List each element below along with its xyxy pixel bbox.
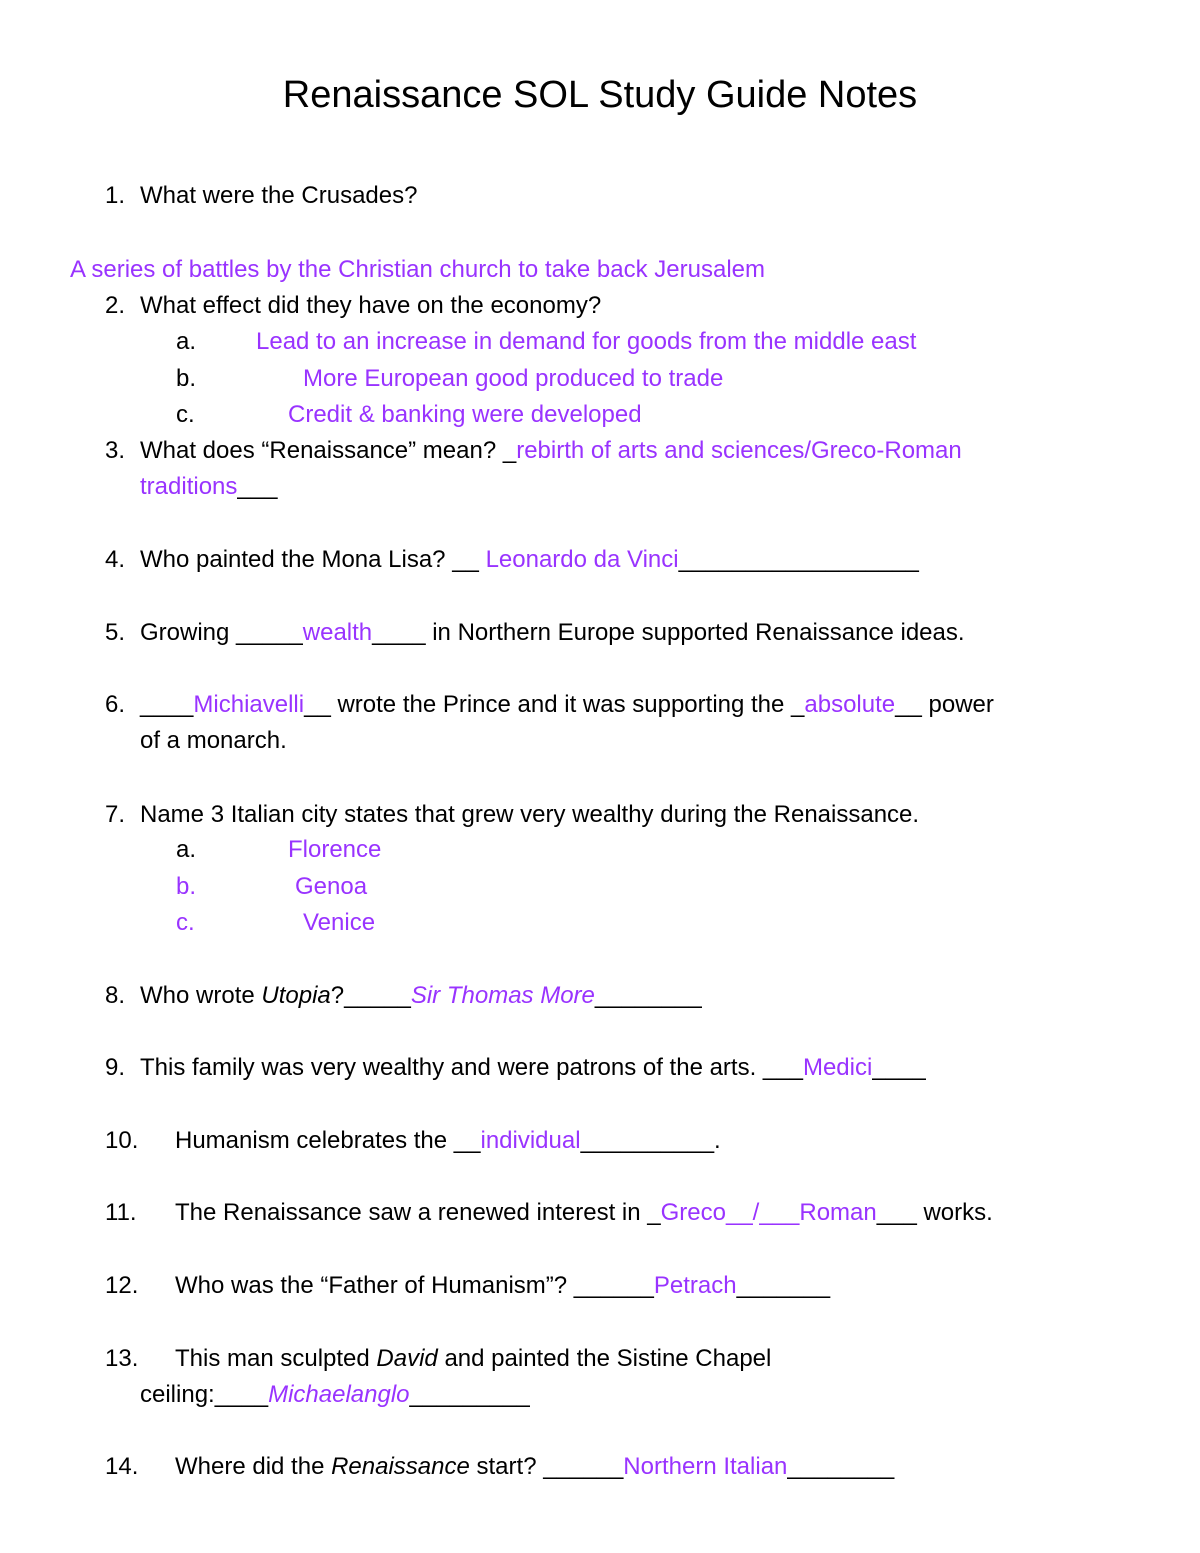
question-text-tail: __ power [895,691,994,718]
question-8 [105,981,702,1011]
question-text: What does “Renaissance” mean? _ [140,437,517,464]
blank: _________ [409,1381,530,1408]
question-number: 8. [105,982,126,1009]
blank: ___ [237,473,278,500]
question-number: 14. [105,1453,139,1480]
term: Renaissance [331,1453,470,1480]
item-answer: Florence [288,836,382,863]
blank: ________ [787,1453,895,1480]
answer-4: Leonardo da Vinci [485,546,679,573]
question-text: Who painted the Mona Lisa? __ [140,546,486,573]
item-letter: a. [176,328,197,355]
answer-3: rebirth of arts and sciences/Greco-Roman [516,437,962,464]
answer-1: A series of battles by the Christian church to take back Jerusalem [70,256,766,283]
question-number: 11. [105,1199,137,1226]
question-number: 4. [105,546,126,573]
item-answer: More European good produced to trade [303,365,724,392]
blank: ?_____ [330,982,411,1009]
blank: ________ [594,982,702,1009]
blank: __________________ [678,546,919,573]
question-6 [105,690,994,720]
answer-11a: Greco [660,1199,726,1226]
question-number: 6. [105,691,126,718]
question-text: Where did the [175,1453,332,1480]
question-text: Who was the “Father of Humanism”? ______ [175,1272,654,1299]
item-letter: b. [176,365,197,392]
question-number: 12. [105,1272,139,1299]
question-text: What effect did they have on the economy? [140,292,602,319]
item-letter: b. [176,873,197,900]
answer-2c [176,400,642,430]
question-text: Name 3 Italian city states that grew very wealthy during the Renaissance. [140,801,920,828]
question-10 [105,1126,721,1156]
answer-6a: Michiavelli [193,691,305,718]
question-7 [105,800,919,830]
item-answer: Credit & banking were developed [288,401,642,428]
question-4 [105,545,919,575]
question-3-continued [140,472,277,502]
question-text: Growing _____ [140,619,303,646]
question-13-continued [140,1380,530,1410]
question-number: 5. [105,619,126,646]
question-13 [105,1344,771,1374]
question-12 [105,1271,830,1301]
question-11 [105,1198,993,1228]
question-1 [105,181,417,211]
answer-2a [176,327,916,357]
question-number: 2. [105,292,126,319]
question-number: 7. [105,801,126,828]
answer-7c [176,908,375,938]
answer-11b: Roman [799,1199,877,1226]
blank: ____ [140,691,194,718]
question-number: 10. [105,1127,139,1154]
question-text: This man sculpted [175,1345,377,1372]
blank: __________. [580,1127,721,1154]
artwork-title: David [376,1345,438,1372]
question-6-continued: of a monarch. [140,727,287,754]
item-answer: Venice [303,909,376,936]
page-title: Renaissance SOL Study Guide Notes [282,74,918,116]
question-text-tail: start? ______ [469,1453,624,1480]
question-5 [105,618,965,648]
question-text: __ wrote the Prince and it was supporting the _ [304,691,805,718]
question-number: 3. [105,437,126,464]
question-text: ceiling:____ [140,1381,269,1408]
question-text-tail: and painted the Sistine Chapel [437,1345,772,1372]
question-number: 9. [105,1054,126,1081]
item-answer: Lead to an increase in demand for goods from the middle east [256,328,917,355]
item-letter: a. [176,836,197,863]
answer-9: Medici [802,1054,873,1081]
item-letter: c. [176,401,195,428]
question-text: The Renaissance saw a renewed interest in _ [175,1199,661,1226]
item-letter: c. [176,909,195,936]
answer-13: Michaelanglo [268,1381,410,1408]
answer-3-continued: traditions [140,473,238,500]
question-2 [105,291,601,321]
question-text: Who wrote [140,982,262,1009]
answer-5: wealth [302,619,373,646]
blank: __/___ [725,1199,800,1226]
answer-14: Northern Italian [623,1453,788,1480]
question-number: 1. [105,182,126,209]
question-text: This family was very wealthy and were patrons of the arts. ___ [140,1054,803,1081]
item-answer: Genoa [295,873,368,900]
blank: _______ [736,1272,831,1299]
answer-2b [176,364,723,394]
book-title: Utopia [261,982,331,1009]
answer-8: Sir Thomas More [410,982,595,1009]
question-text-tail: ___ works. [876,1199,993,1226]
question-14 [105,1452,894,1482]
answer-12: Petrach [653,1272,737,1299]
answer-6b: absolute [804,691,896,718]
question-text: Humanism celebrates the __ [175,1127,481,1154]
question-3 [105,436,962,466]
question-9 [105,1053,926,1083]
question-text-tail: ____ in Northern Europe supported Renaissance ideas. [372,619,965,646]
answer-7b [176,872,367,902]
answer-10: individual [480,1127,581,1154]
answer-7a [176,835,381,865]
question-number: 13. [105,1345,139,1372]
question-text: What were the Crusades? [140,182,418,209]
blank: ____ [872,1054,926,1081]
